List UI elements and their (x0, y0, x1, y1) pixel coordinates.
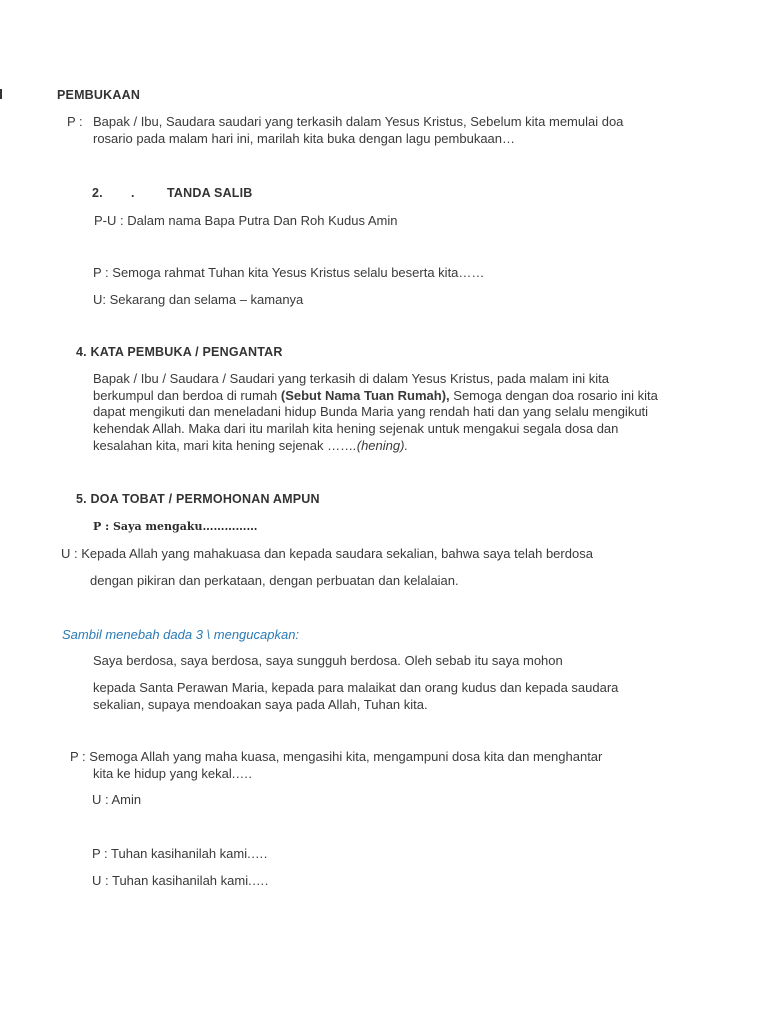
pembukaan-line-1: Bapak / Ibu, Saudara saudari yang terkasih dalam Yesus Kristus, Sebelum kita memulai doa (93, 114, 624, 129)
doa-tobat-instruction: Sambil menebah dada 3 \ mengucapkan: (62, 627, 300, 642)
doa-tobat-p-line: P : Saya mengaku…………… (93, 520, 258, 533)
tanda-salib-number: 2. (92, 186, 103, 200)
doa-tobat-line-3: Saya berdosa, saya berdosa, saya sungguh berdosa. Oleh sebab itu saya mohon (93, 653, 563, 668)
doa-tobat-p2-line-1: P : Semoga Allah yang maha kuasa, mengasihi kita, mengampuni dosa kita dan menghantar (70, 749, 603, 764)
kyrie-p-line: P : Tuhan kasihanilah kami.…. (92, 846, 268, 861)
section-heading-kata-pembuka: 4. KATA PEMBUKA / PENGANTAR (76, 345, 283, 359)
tanda-salib-u-line: U: Sekarang dan selama – kamanya (93, 292, 304, 307)
kata-pembuka-paragraph (93, 371, 673, 455)
doa-tobat-line-4: kepada Santa Perawan Maria, kepada para malaikat dan orang kudus dan kepada saudara (93, 680, 619, 695)
section-heading-tanda-salib: TANDA SALIB (167, 186, 253, 200)
section-heading-pembukaan: PEMBUKAAN (57, 88, 141, 102)
left-edge-mark (0, 89, 2, 99)
kata-pembuka-text-1: Bapak / Ibu / Saudara / Saudari yang terkasih di dalam Yesus Kristus, pada malam ini kita berkumpul dan berdoa di rumah (93, 371, 609, 403)
doa-tobat-u-line-1: U : Kepada Allah yang mahakuasa dan kepada saudara sekalian, bahwa saya telah berdosa (61, 546, 593, 561)
tanda-salib-dot: . (131, 186, 135, 200)
doa-tobat-u-line-2: dengan pikiran dan perkataan, dengan perbuatan dan kelalaian. (90, 573, 459, 588)
kata-pembuka-hening: .(hening). (353, 437, 409, 453)
kata-pembuka-bold: (Sebut Nama Tuan Rumah), (280, 387, 450, 403)
kata-pembuka-text-2: Semoga dengan doa rosario ini kita dapat mengikuti dan meneladani hidup Bunda Maria yang rendah hati dan yang selalu mengikuti kehendak Allah. Maka dari itu marilah kita hening sejenak untuk mengakui segala dosa dan kesalahan kita, mari kita hening sejenak …… (93, 387, 658, 453)
pembukaan-p-label: P : (67, 114, 83, 129)
pembukaan-line-2: rosario pada malam hari ini, marilah kita buka dengan lagu pembukaan… (93, 131, 516, 146)
tanda-salib-p-line: P : Semoga rahmat Tuhan kita Yesus Kristus selalu beserta kita…… (93, 265, 485, 280)
tanda-salib-pu-line: P-U : Dalam nama Bapa Putra Dan Roh Kudus Amin (94, 213, 398, 228)
doa-tobat-p2-line-2: kita ke hidup yang kekal.…. (93, 766, 252, 781)
doa-tobat-line-5: sekalian, supaya mendoakan saya pada Allah, Tuhan kita. (93, 697, 428, 712)
doa-tobat-amin: U : Amin (92, 792, 142, 807)
kyrie-u-line: U : Tuhan kasihanilah kami.…. (92, 873, 269, 888)
section-heading-doa-tobat: 5. DOA TOBAT / PERMOHONAN AMPUN (76, 492, 320, 506)
